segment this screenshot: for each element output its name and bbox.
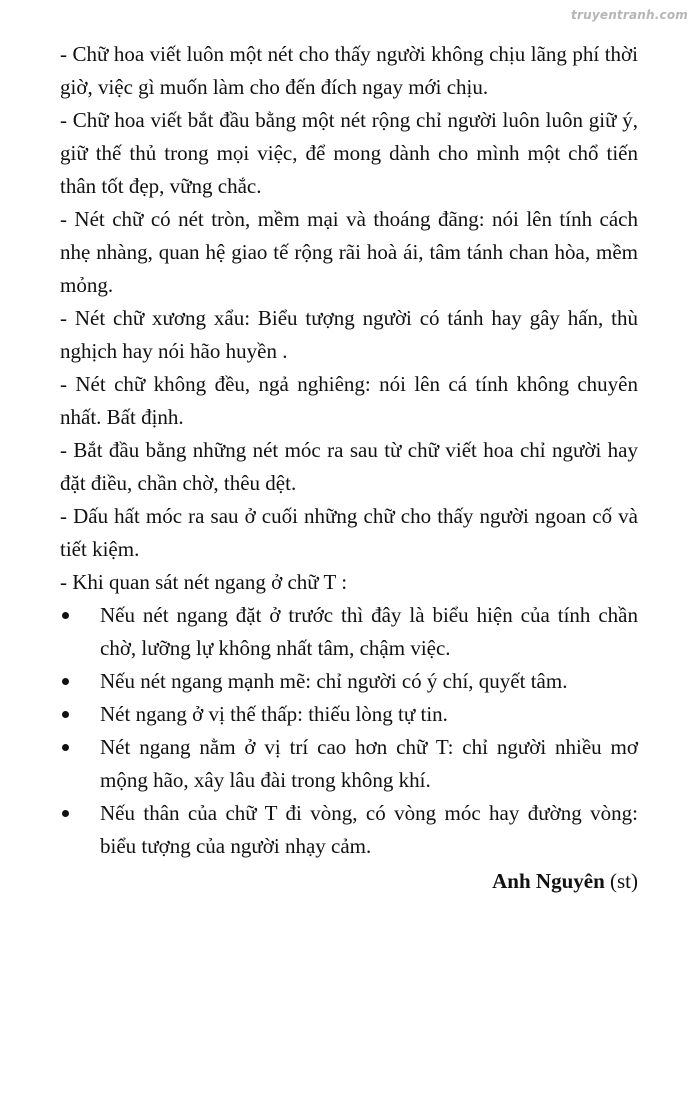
bullet-list	[60, 599, 638, 863]
paragraph: - Khi quan sát nét ngang ở chữ T :	[60, 570, 348, 594]
bullet-item	[60, 599, 638, 665]
bullet-text: Nét ngang nằm ở vị trí cao hơn chữ T: chỉ người nhiều mơ mộng hão, xây lâu đài trong không khí.	[100, 735, 638, 792]
bullet-text: Nếu nét ngang mạnh mẽ: chỉ người có ý chí, quyết tâm.	[100, 669, 568, 693]
bullet-item	[60, 731, 638, 797]
watermark: truyentranh.com	[571, 8, 688, 22]
paragraph: - Nét chữ xương xẩu: Biểu tượng người có tánh hay gây hấn, thù nghịch hay nói hão huyền .	[60, 306, 638, 363]
paragraph: - Bắt đầu bằng những nét móc ra sau từ chữ viết hoa chỉ người hay đặt điều, chần chờ, thêu dệt.	[60, 438, 638, 495]
bullet-item	[60, 797, 638, 863]
paragraph: - Nét chữ không đều, ngả nghiêng: nói lên cá tính không chuyên nhất. Bất định.	[60, 372, 638, 429]
bullet-icon	[62, 810, 69, 817]
document-page	[60, 38, 638, 898]
paragraph: - Chữ hoa viết luôn một nét cho thấy người không chịu lãng phí thời giờ, việc gì muốn làm cho đến đích ngay mới chịu.	[60, 42, 638, 99]
bullet-item	[60, 665, 638, 698]
paragraph: - Nét chữ có nét tròn, mềm mại và thoáng đãng: nói lên tính cách nhẹ nhàng, quan hệ giao tế rộng rãi hoà ái, tâm tánh chan hòa, mềm mỏng.	[60, 207, 638, 297]
bullet-icon	[62, 744, 69, 751]
bullet-text: Nếu nét ngang đặt ở trước thì đây là biểu hiện của tính chần chờ, lưỡng lự không nhất tâm, chậm việc.	[100, 603, 638, 660]
bullet-item	[60, 698, 638, 731]
paragraph: - Dấu hất móc ra sau ở cuối những chữ cho thấy người ngoan cố và tiết kiệm.	[60, 504, 638, 561]
paragraph: - Chữ hoa viết bắt đầu bằng một nét rộng chỉ người luôn luôn giữ ý, giữ thế thủ trong mọi việc, để mong dành cho mình một chổ tiến thân tốt đẹp, vững chắc.	[60, 108, 638, 198]
author-suffix: (st)	[604, 869, 638, 893]
bullet-text: Nếu thân của chữ T đi vòng, có vòng móc hay đường vòng: biểu tượng của người nhạy cảm.	[100, 801, 638, 858]
author-signature	[60, 865, 638, 898]
bullet-icon	[62, 678, 69, 685]
bullet-text: Nét ngang ở vị thế thấp: thiếu lòng tự tin.	[100, 702, 448, 726]
author-name: Anh Nguyên	[492, 869, 605, 893]
bullet-icon	[62, 612, 69, 619]
bullet-icon	[62, 711, 69, 718]
